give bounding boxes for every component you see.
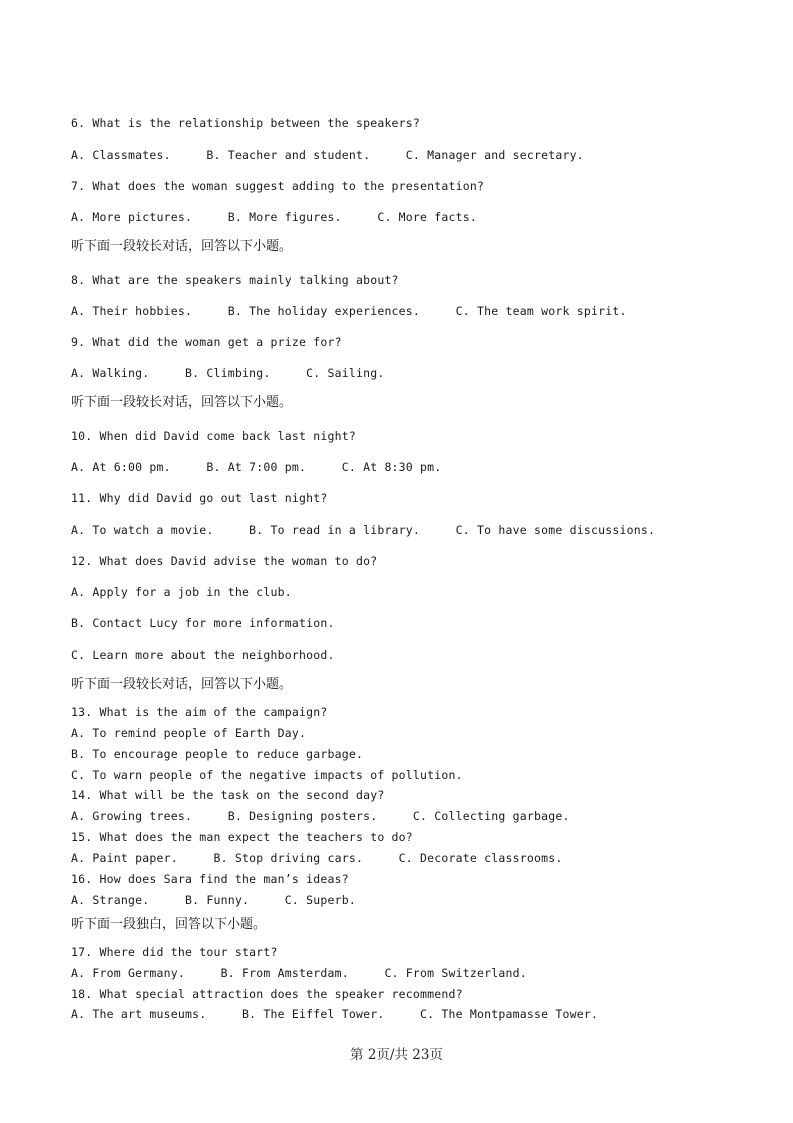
question-15-stem: 15. What does the man expect the teachers to do? bbox=[71, 830, 413, 844]
section-instruction: 听下面一段较长对话，回答以下小题。 bbox=[71, 239, 293, 254]
question-16-options: A. Strange. B. Funny. C. Superb. bbox=[71, 893, 356, 907]
question-14-options: A. Growing trees. B. Designing posters. C. Collecting garbage. bbox=[71, 809, 570, 823]
question-12-option-a: A. Apply for a job in the club. bbox=[71, 585, 292, 599]
section-instruction: 听下面一段独白，回答以下小题。 bbox=[71, 917, 267, 932]
question-12-option-b: B. Contact Lucy for more information. bbox=[71, 616, 335, 630]
question-13-option-a: A. To remind people of Earth Day. bbox=[71, 726, 307, 740]
question-17-stem: 17. Where did the tour start? bbox=[71, 945, 278, 959]
question-17-options: A. From Germany. B. From Amsterdam. C. From Switzerland. bbox=[71, 966, 527, 980]
question-15-options: A. Paint paper. B. Stop driving cars. C. Decorate classrooms. bbox=[71, 851, 563, 865]
question-18-stem: 18. What special attraction does the speaker recommend? bbox=[71, 987, 463, 1001]
question-11-stem: 11. Why did David go out last night? bbox=[71, 491, 328, 505]
question-6-options: A. Classmates. B. Teacher and student. C. Manager and secretary. bbox=[71, 148, 584, 162]
question-12-option-c: C. Learn more about the neighborhood. bbox=[71, 648, 335, 662]
page-number: 第 2页/共 23页 bbox=[350, 1047, 443, 1063]
question-10-options: A. At 6:00 pm. B. At 7:00 pm. C. At 8:30 pm. bbox=[71, 460, 442, 474]
question-13-stem: 13. What is the aim of the campaign? bbox=[71, 705, 328, 719]
section-instruction: 听下面一段较长对话，回答以下小题。 bbox=[71, 395, 293, 410]
question-6-stem: 6. What is the relationship between the speakers? bbox=[71, 116, 421, 130]
question-11-options: A. To watch a movie. B. To read in a library. C. To have some discussions. bbox=[71, 523, 656, 537]
question-7-stem: 7. What does the woman suggest adding to the presentation? bbox=[71, 179, 485, 193]
question-10-stem: 10. When did David come back last night? bbox=[71, 429, 356, 443]
question-14-stem: 14. What will be the task on the second day? bbox=[71, 788, 385, 802]
question-7-options: A. More pictures. B. More figures. C. More facts. bbox=[71, 210, 478, 224]
question-9-stem: 9. What did the woman get a prize for? bbox=[71, 335, 342, 349]
question-8-stem: 8. What are the speakers mainly talking about? bbox=[71, 273, 399, 287]
question-13-option-c: C. To warn people of the negative impacts of pollution. bbox=[71, 768, 463, 782]
question-13-option-b: B. To encourage people to reduce garbage. bbox=[71, 747, 364, 761]
question-8-options: A. Their hobbies. B. The holiday experiences. C. The team work spirit. bbox=[71, 304, 627, 318]
section-instruction: 听下面一段较长对话，回答以下小题。 bbox=[71, 677, 293, 692]
question-16-stem: 16. How does Sara find the man’s ideas? bbox=[71, 872, 349, 886]
question-9-options: A. Walking. B. Climbing. C. Sailing. bbox=[71, 366, 385, 380]
question-18-options: A. The art museums. B. The Eiffel Tower. C. The Montpamasse Tower. bbox=[71, 1007, 599, 1021]
question-12-stem: 12. What does David advise the woman to do? bbox=[71, 554, 378, 568]
